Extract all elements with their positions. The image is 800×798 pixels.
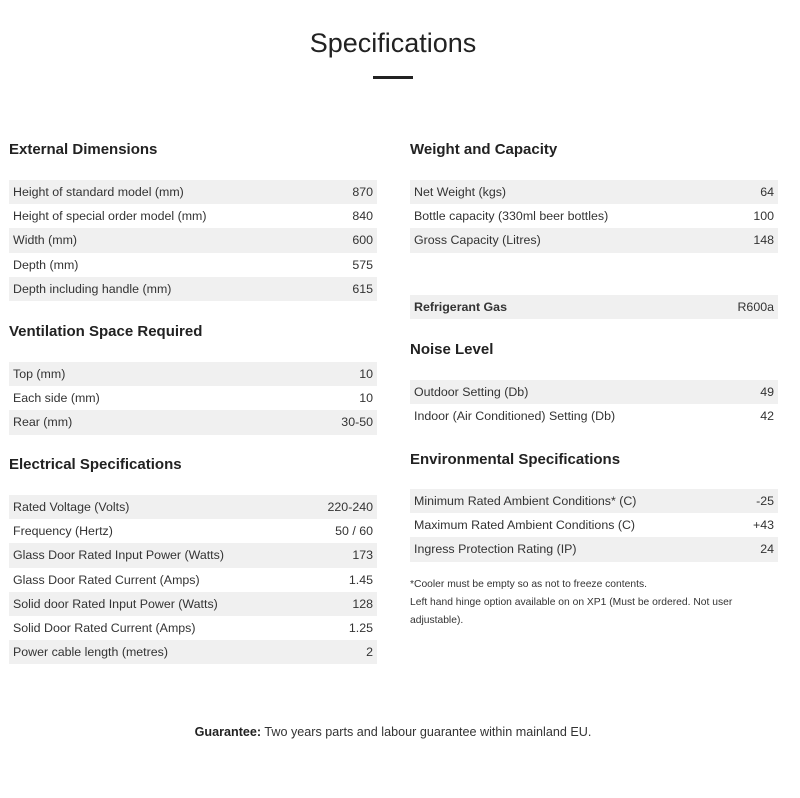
- table-row: [9, 543, 377, 567]
- row-value: 1.25: [348, 621, 373, 636]
- row-value: 100: [753, 209, 774, 224]
- electrical-table: [9, 495, 377, 664]
- row-label: Rated Voltage (Volts): [13, 500, 130, 515]
- row-label: Depth (mm): [13, 257, 79, 272]
- row-value: -25: [756, 494, 774, 509]
- environmental-heading: Environmental Specifications: [410, 451, 621, 468]
- row-label: Glass Door Rated Input Power (Watts): [13, 548, 224, 563]
- row-label: Minimum Rated Ambient Conditions* (C): [414, 494, 637, 509]
- row-label: Depth including handle (mm): [13, 281, 172, 296]
- row-label: Outdoor Setting (Db): [414, 385, 529, 400]
- row-label: Indoor (Air Conditioned) Setting (Db): [414, 409, 616, 424]
- guarantee-label: Guarantee:: [194, 725, 262, 739]
- table-row: [410, 380, 778, 404]
- table-row: [410, 204, 778, 228]
- table-row: [9, 362, 377, 386]
- row-value: 615: [352, 281, 373, 296]
- table-row: [410, 180, 778, 204]
- table-row: [9, 180, 377, 204]
- row-value: 30-50: [341, 415, 373, 430]
- refrigerant-table: [410, 295, 778, 319]
- row-value: R600a: [737, 300, 774, 315]
- table-row: [9, 495, 377, 519]
- table-row: [410, 295, 778, 319]
- table-row: [9, 386, 377, 410]
- page-title: Specifications: [309, 28, 477, 58]
- row-label: Net Weight (kgs): [414, 185, 507, 200]
- footnote-hinge: Left hand hinge option available on on XP1 (Must be ordered. Not user adjustable).: [410, 597, 733, 626]
- row-value: 173: [352, 548, 373, 563]
- table-row: [9, 616, 377, 640]
- row-value: 49: [760, 385, 774, 400]
- table-row: [9, 568, 377, 592]
- weight-capacity-table: [410, 180, 778, 253]
- noise-level-heading: Noise Level: [410, 341, 494, 358]
- row-value: 148: [753, 233, 774, 248]
- table-row: [410, 404, 778, 428]
- guarantee-text: Two years parts and labour guarantee within mainland EU.: [261, 725, 592, 739]
- row-label: Glass Door Rated Current (Amps): [13, 572, 200, 587]
- row-label: Height of special order model (mm): [13, 209, 207, 224]
- row-label: Each side (mm): [13, 391, 100, 406]
- row-label: Bottle capacity (330ml beer bottles): [414, 209, 609, 224]
- table-row: [410, 537, 778, 561]
- table-row: [9, 228, 377, 252]
- row-label: Height of standard model (mm): [13, 185, 184, 200]
- row-value: 220-240: [327, 500, 373, 515]
- row-value: 870: [352, 185, 373, 200]
- row-value: 50 / 60: [335, 524, 373, 539]
- row-value: 840: [352, 209, 373, 224]
- row-label: Maximum Rated Ambient Conditions (C): [414, 518, 636, 533]
- row-label: Solid Door Rated Current (Amps): [13, 621, 196, 636]
- row-value: 600: [352, 233, 373, 248]
- row-label: Frequency (Hertz): [13, 524, 113, 539]
- row-label: Rear (mm): [13, 415, 73, 430]
- row-label: Solid door Rated Input Power (Watts): [13, 596, 218, 611]
- row-label: Top (mm): [13, 367, 66, 382]
- noise-level-table: [410, 380, 778, 428]
- external-dimensions-table: [9, 180, 377, 301]
- row-label: Refrigerant Gas: [414, 300, 507, 315]
- table-row: [9, 519, 377, 543]
- row-value: 42: [760, 409, 774, 424]
- row-label: Power cable length (metres): [13, 645, 168, 660]
- table-row: [9, 640, 377, 664]
- row-value: +43: [752, 518, 774, 533]
- table-row: [9, 253, 377, 277]
- table-row: [9, 592, 377, 616]
- ventilation-heading: Ventilation Space Required: [9, 323, 203, 340]
- row-value: 575: [352, 257, 373, 272]
- row-value: 2: [366, 645, 373, 660]
- table-row: [9, 277, 377, 301]
- environmental-table: [410, 489, 778, 562]
- table-row: [410, 489, 778, 513]
- table-row: [410, 228, 778, 252]
- row-label: Ingress Protection Rating (IP): [414, 542, 577, 557]
- row-value: 64: [760, 185, 774, 200]
- ventilation-table: [9, 362, 377, 435]
- row-label: Gross Capacity (Litres): [414, 233, 541, 248]
- guarantee-statement: [0, 725, 786, 739]
- weight-capacity-heading: Weight and Capacity: [410, 141, 558, 158]
- row-value: 128: [352, 596, 373, 611]
- table-row: [9, 204, 377, 228]
- title-underline: [373, 76, 413, 79]
- row-value: 10: [359, 367, 373, 382]
- row-value: 24: [760, 542, 774, 557]
- row-value: 1.45: [348, 572, 373, 587]
- table-row: [410, 513, 778, 537]
- row-label: Width (mm): [13, 233, 78, 248]
- footnotes: [410, 576, 750, 630]
- table-row: [9, 410, 377, 434]
- electrical-heading: Electrical Specifications: [9, 456, 182, 473]
- row-value: 10: [359, 391, 373, 406]
- footnote-cooler: *Cooler must be empty so as not to freeze contents.: [410, 579, 647, 590]
- external-dimensions-heading: External Dimensions: [9, 141, 158, 158]
